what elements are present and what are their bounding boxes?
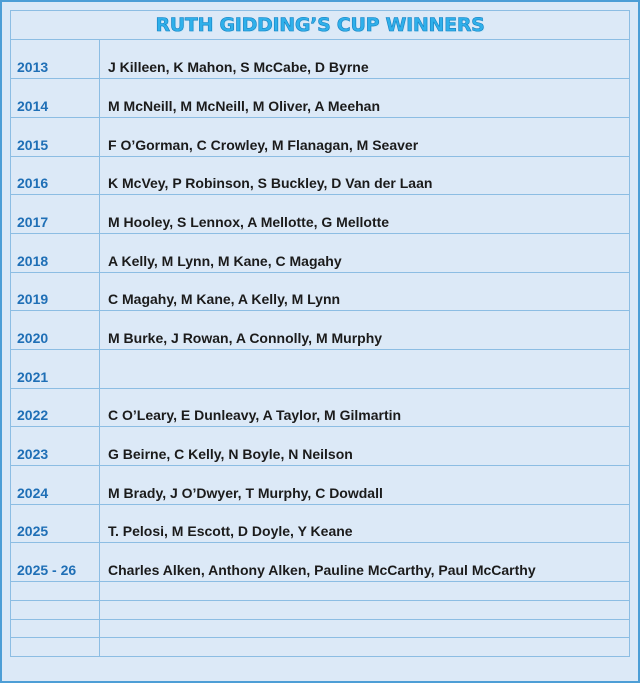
year-cell: 2025 <box>11 504 100 543</box>
year-cell: 2022 <box>11 388 100 427</box>
empty-winners-cell <box>100 638 630 657</box>
year-cell: 2025 - 26 <box>11 543 100 582</box>
year-cell: 2015 <box>11 117 100 156</box>
empty-winners-cell <box>100 600 630 619</box>
empty-year-cell <box>11 619 100 638</box>
empty-winners-cell <box>100 582 630 601</box>
empty-row <box>11 600 630 619</box>
table-row <box>11 156 630 195</box>
year-cell: 2019 <box>11 272 100 311</box>
year-cell: 2021 <box>11 350 100 389</box>
winners-cell <box>100 350 630 389</box>
table-row <box>11 504 630 543</box>
winners-cell: C Magahy, M Kane, A Kelly, M Lynn <box>100 272 630 311</box>
winners-cell: M Burke, J Rowan, A Connolly, M Murphy <box>100 311 630 350</box>
year-cell: 2017 <box>11 195 100 234</box>
table-row <box>11 233 630 272</box>
year-cell: 2016 <box>11 156 100 195</box>
winners-cell: M Brady, J O’Dwyer, T Murphy, C Dowdall <box>100 466 630 505</box>
table-row <box>11 79 630 118</box>
empty-winners-cell <box>100 619 630 638</box>
title-bar <box>10 10 630 40</box>
empty-year-cell <box>11 582 100 601</box>
page-title: RUTH GIDDING’S CUP WINNERS <box>155 14 485 36</box>
table-row <box>11 195 630 234</box>
table-row <box>11 427 630 466</box>
winners-table <box>10 40 630 657</box>
table-row <box>11 117 630 156</box>
empty-row <box>11 582 630 601</box>
year-cell: 2014 <box>11 79 100 118</box>
table-row <box>11 40 630 79</box>
table-row <box>11 272 630 311</box>
winners-cell: T. Pelosi, M Escott, D Doyle, Y Keane <box>100 504 630 543</box>
table-row <box>11 311 630 350</box>
winners-cell: K McVey, P Robinson, S Buckley, D Van der Laan <box>100 156 630 195</box>
table-row <box>11 388 630 427</box>
year-cell: 2024 <box>11 466 100 505</box>
winners-cell: C O’Leary, E Dunleavy, A Taylor, M Gilmartin <box>100 388 630 427</box>
year-cell: 2018 <box>11 233 100 272</box>
year-cell: 2013 <box>11 40 100 79</box>
winners-cell: G Beirne, C Kelly, N Boyle, N Neilson <box>100 427 630 466</box>
empty-year-cell <box>11 638 100 657</box>
year-cell: 2020 <box>11 311 100 350</box>
winners-cell: M Hooley, S Lennox, A Mellotte, G Mellotte <box>100 195 630 234</box>
winners-cell: F O’Gorman, C Crowley, M Flanagan, M Seaver <box>100 117 630 156</box>
table-row <box>11 466 630 505</box>
winners-cell: J Killeen, K Mahon, S McCabe, D Byrne <box>100 40 630 79</box>
table-row <box>11 350 630 389</box>
empty-row <box>11 619 630 638</box>
year-cell: 2023 <box>11 427 100 466</box>
winners-cell: M McNeill, M McNeill, M Oliver, A Meehan <box>100 79 630 118</box>
winners-cell: Charles Alken, Anthony Alken, Pauline McCarthy, Paul McCarthy <box>100 543 630 582</box>
winners-cell: A Kelly, M Lynn, M Kane, C Magahy <box>100 233 630 272</box>
empty-row <box>11 638 630 657</box>
empty-year-cell <box>11 600 100 619</box>
table-row <box>11 543 630 582</box>
